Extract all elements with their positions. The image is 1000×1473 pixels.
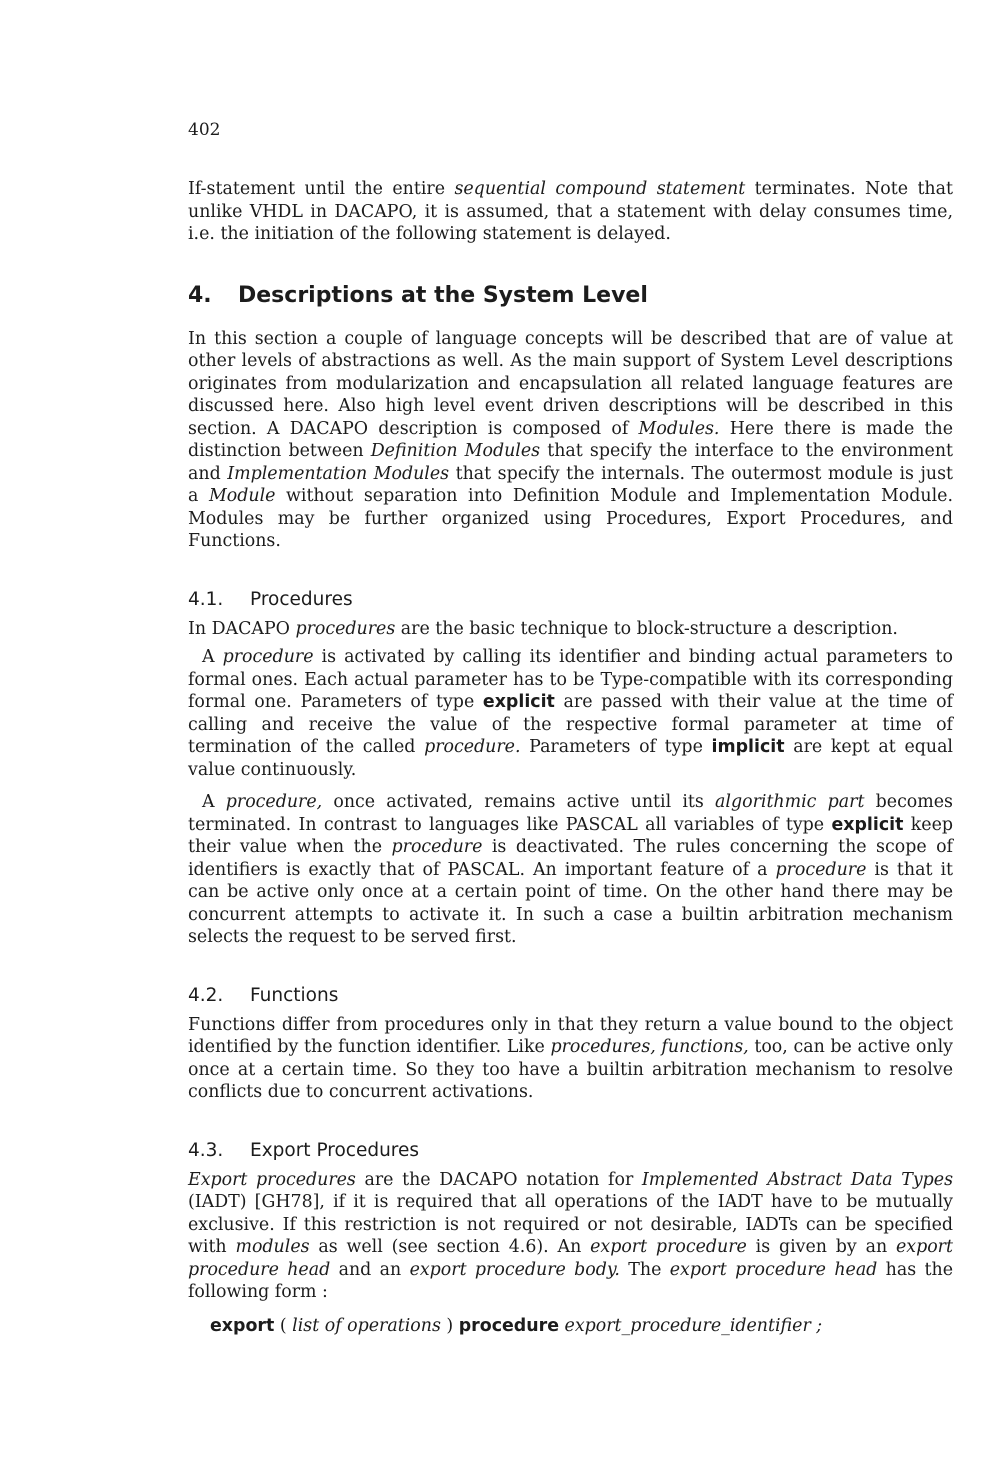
text: are the DACAPO notation for [355, 1169, 642, 1190]
subsection-heading-4-2 [188, 985, 953, 1006]
section-number: 4. [188, 282, 212, 308]
section-title: Descriptions at the System Level [238, 282, 648, 308]
italic-term: sequential compound statement [454, 179, 746, 199]
text: and an [330, 1259, 410, 1280]
keyword: export [210, 1315, 275, 1336]
text: In DACAPO [188, 618, 296, 639]
text: is that it can be active only once at a certain point of time. On the other hand there may be concurrent attempts to activate it. In such a case a builtin arbitration mechanism selects the request to be served first. [188, 859, 953, 947]
italic-term: procedure [391, 837, 483, 857]
text: as well (see section 4.6). An [309, 1237, 591, 1257]
paragraph-system-level [188, 328, 953, 553]
italic-term: Export procedures [188, 1169, 356, 1190]
italic-term: Modules. [638, 418, 720, 439]
text: once activated, remains active until its [322, 792, 716, 812]
text: The [619, 1259, 670, 1280]
italic-term: export procedure head [669, 1259, 878, 1280]
paragraph-continuation [188, 178, 953, 246]
text: terminates. Note that unlike VHDL in DACAPO, it is assumed, that a statement with delay consumes time, i.e. the initiation of the following statement is delayed. [188, 179, 953, 244]
text: becomes terminated. In contrast to languages like PASCAL all variables of type [188, 792, 953, 835]
text: If-statement until the entire [188, 179, 455, 199]
text: keep their value when the [188, 814, 953, 857]
subsection-title: Export Procedures [250, 1139, 420, 1161]
keyword: explicit [831, 814, 904, 835]
text: are kept at equal value continuously. [188, 737, 953, 780]
text: Here there is made the distinction between [188, 418, 953, 461]
italic-term: procedure. [424, 737, 521, 757]
text: A [202, 792, 226, 812]
italic-term: export_procedure_identifier ; [559, 1315, 823, 1336]
italic-term: export procedure head [188, 1237, 953, 1280]
text: without separation into Definition Module and Implementation Module. Modules may be further organized using Procedures, Export Procedures, and Functions. [188, 486, 953, 551]
italic-term: procedure, [225, 792, 323, 812]
paragraph-functions [188, 1014, 953, 1104]
keyword: procedure [458, 1315, 560, 1336]
text: that specify the internals. The outermost module is just a [188, 463, 954, 506]
page [188, 120, 953, 1336]
text: Functions differ from procedures only in that they return a value bound to the object identified by the function identifier. Like [188, 1014, 953, 1057]
text: is given by an [746, 1237, 896, 1257]
italic-term: procedures, functions, [550, 1037, 749, 1057]
subsection-heading-4-1 [188, 589, 953, 610]
keyword: explicit [482, 692, 555, 712]
paragraph-procedure-active [188, 791, 953, 949]
italic-term: export procedure [590, 1237, 747, 1257]
text: Parameters of type [520, 737, 712, 757]
text: that specify the interface to the environment and [188, 441, 954, 484]
text: too, can be active only once at a certain time. So they too have a builtin arbitration mechanism to resolve conflicts due to concurrent activations. [188, 1037, 953, 1102]
italic-term: procedures [295, 618, 396, 639]
text: are the basic technique to block-structure a description. [395, 618, 898, 639]
italic-term: Module [208, 486, 276, 506]
text: are passed with their value at the time of calling and receive the value of the respective formal parameter at time of termination of the called [188, 692, 953, 757]
text: (IADT) [GH78], if it is required that all operations of the IADT have to be mutually exclusive. If this restriction is not required or not desirable, IADTs can be specified with [188, 1192, 953, 1257]
text: ) [440, 1315, 459, 1336]
italic-term: Implemented Abstract Data Types [641, 1169, 954, 1190]
paragraph-procedure-activation [188, 646, 953, 781]
subsection-number: 4.2. [188, 984, 224, 1006]
italic-term: procedure [775, 859, 867, 880]
keyword: implicit [711, 737, 785, 757]
subsection-title: Procedures [250, 588, 353, 610]
text: A [202, 647, 223, 667]
text: is activated by calling its identifier and binding actual parameters to formal ones. Each actual parameter has to be Type-compatible with its corresponding formal one. Parameters of type [188, 647, 953, 712]
subsection-heading-4-3 [188, 1140, 953, 1161]
italic-term: procedure [222, 647, 314, 667]
subsection-title: Functions [250, 984, 339, 1006]
italic-term: list of operations [292, 1315, 441, 1336]
page-number: 402 [188, 120, 221, 140]
subsection-number: 4.1. [188, 588, 224, 610]
paragraph-export-procedures [188, 1169, 953, 1304]
italic-term: Definition Modules [370, 441, 541, 461]
italic-term: Implementation Modules [227, 463, 450, 484]
paragraph-procedures-intro [188, 618, 953, 641]
text: ( [274, 1315, 293, 1336]
section-heading-4 [188, 283, 953, 308]
italic-term: modules [235, 1237, 310, 1257]
export-procedure-head-syntax [210, 1316, 953, 1336]
text: In this section a couple of language concepts will be described that are of value at other levels of abstractions as well. As the main support of System Level descriptions originates from modularization and encapsulation all related language features are discussed here. Also high level event driven descriptions will be described in this section. A DACAPO description is composed of [188, 328, 953, 439]
text: has the following form : [188, 1259, 954, 1302]
italic-term: export procedure body. [409, 1259, 620, 1280]
subsection-number: 4.3. [188, 1139, 224, 1161]
italic-term: algorithmic part [715, 792, 865, 812]
text: is deactivated. The rules concerning the scope of identifiers is exactly that of PASCAL. An important feature of a [188, 837, 953, 880]
